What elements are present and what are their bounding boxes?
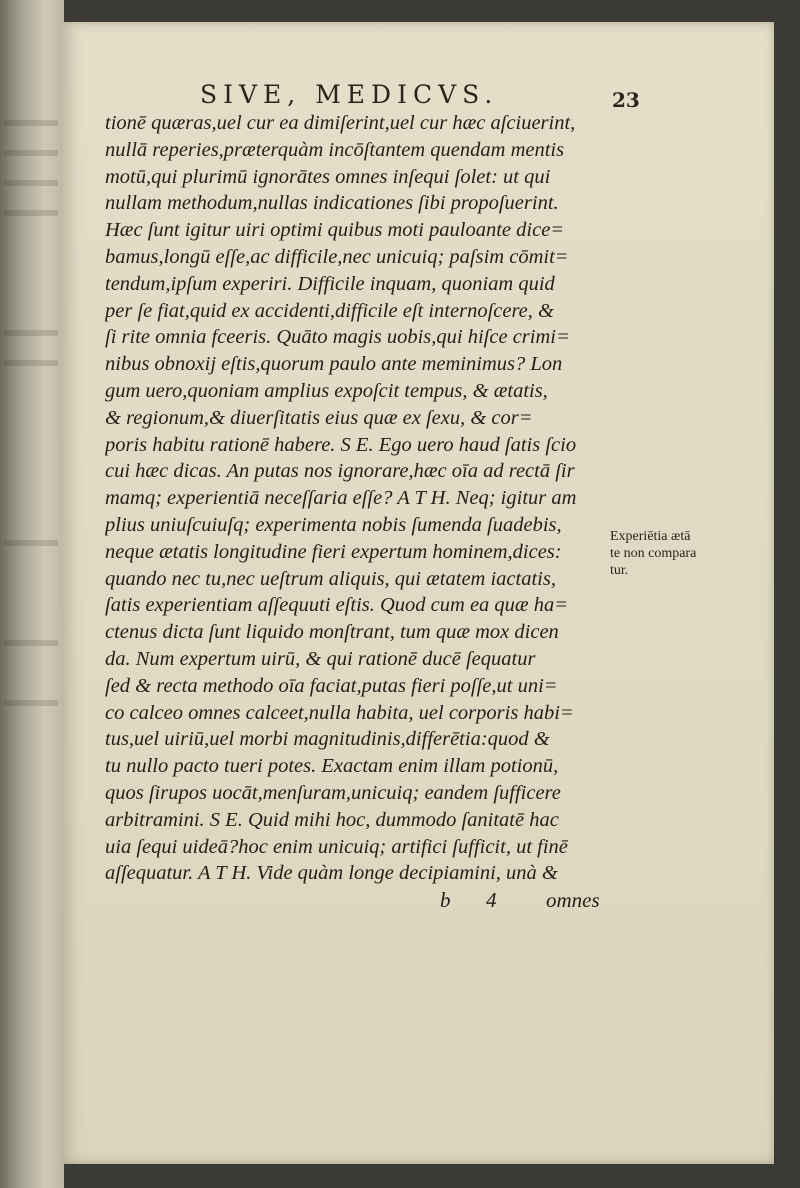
- text-line: & regionum,& diuerſitatis eius quæ ex ſexu, & cor=: [105, 406, 533, 429]
- marginal-note: [610, 528, 760, 579]
- text-line: arbitramini. S E. Quid mihi hoc, dummodo ſanitatē hac: [105, 808, 559, 831]
- text-line: neque ætatis longitudine fieri expertum hominem,dices:: [105, 540, 562, 563]
- text-line: nullam methodum,nullas indicationes ſibi propoſuerint.: [105, 192, 559, 215]
- text-line: ſi rite omnia fceeris. Quāto magis uobis,qui hiſce crimi=: [105, 326, 570, 349]
- catchword: omnes: [546, 888, 600, 913]
- text-line: gum uero,quoniam amplius expoſcit tempus, & ætatis,: [105, 379, 548, 402]
- text-line: poris habitu rationē habere. S E. Ego uero haud ſatis ſcio: [105, 433, 577, 456]
- text-line: nibus obnoxij eſtis,quorum paulo ante meminimus? Lon: [105, 353, 563, 376]
- text-line: aſſequatur. A T H. Vide quàm longe decipiamini, unà &: [105, 862, 558, 885]
- text-line: nullā reperies,præterquàm incōſtantem quendam mentis: [105, 138, 565, 161]
- text-line: motū,qui plurimū ignorātes omnes inſequi ſolet: ut qui: [105, 165, 551, 188]
- text-line: ſed & recta methodo oīa faciat,putas fieri poſſe,ut uni=: [105, 674, 558, 697]
- running-head: SIVE, MEDICVS.: [200, 80, 499, 109]
- text-line: co calceo omnes calceet,nulla habita, uel corporis habi=: [105, 701, 574, 724]
- signature-number: 4: [486, 888, 497, 913]
- page-footer: [0, 887, 800, 915]
- marginal-note-line: Experiētia ætā: [610, 529, 691, 544]
- text-line: tus,uel uiriū,uel morbi magnitudinis,differētia:quod &: [105, 728, 550, 751]
- text-line: tionē quæras,uel cur ea dimiſerint,uel cur hæc aſciuerint,: [105, 112, 576, 134]
- text-line: ctenus dicta ſunt liquido monſtrant, tum quæ mox dicen: [105, 621, 559, 644]
- text-line: Hæc ſunt igitur uiri optimi quibus moti pauloante dice=: [105, 219, 565, 242]
- text-line: quando nec tu,nec ueſtrum aliquis, qui ætatem iactatis,: [105, 567, 556, 590]
- text-line: ſatis experientiam aſſequuti eſtis. Quod cum ea quæ ha=: [105, 594, 569, 617]
- body-text: [105, 110, 625, 915]
- page-number: 23: [612, 88, 640, 112]
- marginal-note-line: te non compara: [610, 546, 697, 561]
- marginal-note-line: tur.: [610, 563, 629, 578]
- text-line: per ſe fiat,quid ex accidenti,difficile eſt internoſcere, &: [105, 299, 554, 322]
- text-line: tendum,ipſum experiri. Difficile inquam, quoniam quid: [105, 272, 555, 295]
- facing-page-edge: [0, 0, 64, 1188]
- text-line: uia ſequi uideā?hoc enim unicuiq; artifici ſufficit, ut finē: [105, 835, 568, 858]
- text-line: quos ſirupos uocāt,menſuram,unicuiq; eandem ſufficere: [105, 781, 561, 804]
- text-line: da. Num expertum uirū, & qui rationē ducē ſequatur: [105, 647, 536, 670]
- text-line: bamus,longū eſſe,ac difficile,nec unicuiq; paſsim cōmit=: [105, 245, 569, 268]
- text-line: mamq; experientiā neceſſaria eſſe? A T H. Neq; igitur am: [105, 487, 577, 510]
- text-line: cui hæc dicas. An putas nos ignorare,hæc oīa ad rectā ſir: [105, 460, 575, 483]
- text-line: tu nullo pacto tueri potes. Exactam enim illam potionū,: [105, 755, 559, 778]
- text-line: plius uniuſcuiuſq; experimenta nobis ſumenda ſuadebis,: [105, 513, 562, 536]
- signature-mark: b: [440, 888, 451, 913]
